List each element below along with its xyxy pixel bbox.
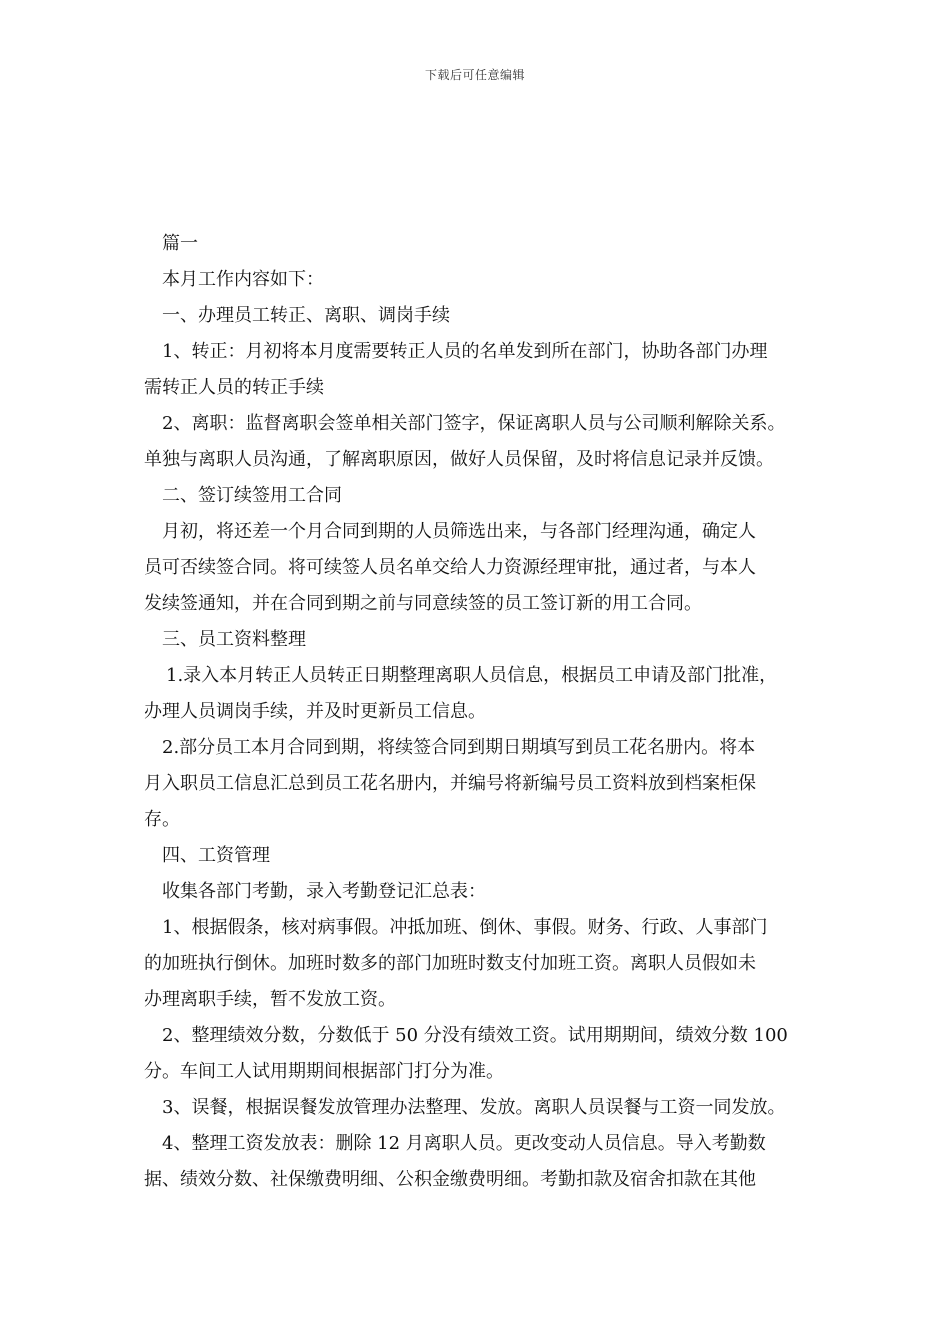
heading-2: 二、签订续签用工合同 <box>162 485 342 506</box>
paragraph-line: 月入职员工信息汇总到员工花名册内，并编号将新编号员工资料放到档案柜保 <box>144 773 756 794</box>
paragraph-line: 办理人员调岗手续，并及时更新员工信息。 <box>144 701 486 722</box>
paragraph-line: 3、误餐，根据误餐发放管理办法整理、发放。离职人员误餐与工资一同发放。 <box>162 1097 786 1118</box>
paragraph-line: 办理离职手续，暂不发放工资。 <box>144 989 396 1010</box>
paragraph-line: 2、整理绩效分数，分数低于 50 分没有绩效工资。试用期期间，绩效分数 100 <box>162 1025 788 1046</box>
paragraph-line: 收集各部门考勤，录入考勤登记汇总表： <box>162 881 486 902</box>
heading-4: 四、工资管理 <box>162 845 270 866</box>
intro-line: 本月工作内容如下： <box>162 269 324 290</box>
paragraph-line: 月初，将还差一个月合同到期的人员筛选出来，与各部门经理沟通，确定人 <box>162 521 756 542</box>
paragraph-line: 1.录入本月转正人员转正日期整理离职人员信息，根据员工申请及部门批准， <box>166 665 778 686</box>
paragraph-line: 1、转正：月初将本月度需要转正人员的名单发到所在部门，协助各部门办理 <box>162 341 768 362</box>
paragraph-line: 据、绩效分数、社保缴费明细、公积金缴费明细。考勤扣款及宿舍扣款在其他 <box>144 1169 756 1190</box>
page-header-note: 下载后可任意编辑 <box>424 68 525 82</box>
paragraph-line: 发续签通知，并在合同到期之前与同意续签的员工签订新的用工合同。 <box>144 593 702 614</box>
paragraph-line: 2、离职：监督离职会签单相关部门签字，保证离职人员与公司顺利解除关系。 <box>162 413 786 434</box>
document-body <box>144 226 822 1198</box>
heading-1: 一、办理员工转正、离职、调岗手续 <box>162 305 450 326</box>
paragraph-line: 的加班执行倒休。加班时数多的部门加班时数支付加班工资。离职人员假如未 <box>144 953 756 974</box>
paragraph-line: 存。 <box>144 809 180 830</box>
heading-3: 三、员工资料整理 <box>162 629 306 650</box>
paragraph-line: 2.部分员工本月合同到期，将续签合同到期日期填写到员工花名册内。将本 <box>162 737 756 758</box>
paragraph-line: 需转正人员的转正手续 <box>144 377 324 398</box>
section-label: 篇一 <box>162 233 198 254</box>
paragraph-line: 单独与离职人员沟通，了解离职原因，做好人员保留，及时将信息记录并反馈。 <box>144 449 774 470</box>
paragraph-line: 4、整理工资发放表：删除 12 月离职人员。更改变动人员信息。导入考勤数 <box>162 1133 766 1154</box>
paragraph-line: 分。车间工人试用期期间根据部门打分为准。 <box>144 1061 504 1082</box>
paragraph-line: 员可否续签合同。将可续签人员名单交给人力资源经理审批，通过者，与本人 <box>144 557 756 578</box>
paragraph-line: 1、根据假条，核对病事假。冲抵加班、倒休、事假。财务、行政、人事部门 <box>162 917 768 938</box>
